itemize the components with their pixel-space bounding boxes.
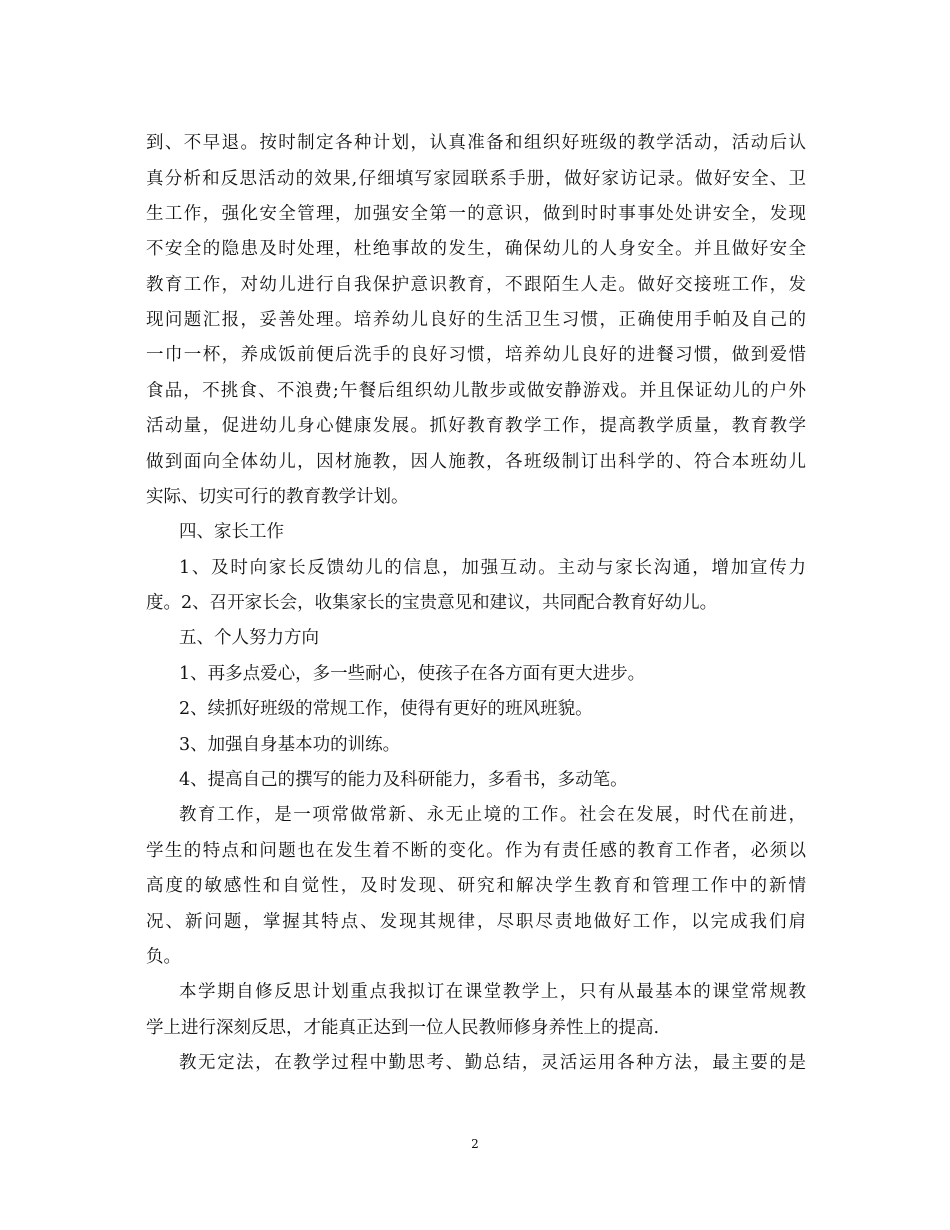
text-line: 学生的特点和问题也在发生着不断的变化。作为有责任感的教育工作者，必须以 [146,841,806,861]
text-line: 真分析和反思活动的效果,仔细填写家园联系手册，做好家访记录。做好安全、卫 [146,169,806,189]
text-line: 一巾一杯，养成饭前便后洗手的良好习惯，培养幼儿良好的进餐习惯，做到爱惜 [146,345,806,365]
section-heading: 四、家长工作 [179,522,284,542]
text-line: 学上进行深刻反思，才能真正达到一位人民教师修身养性上的提高. [146,1018,660,1038]
text-line: 实际、切实可行的教育教学计划。 [146,487,409,507]
list-item: 4、提高自己的撰写的能力及科研能力，多看书，多动笔。 [179,770,628,790]
text-line: 到、不早退。按时制定各种计划，认真准备和组织好班级的教学活动，活动后认 [146,133,806,153]
text-line: 做到面向全体幼儿，因材施教，因人施教，各班级制订出科学的、符合本班幼儿 [146,452,806,472]
list-item: 3、加强自身基本功的训练。 [179,735,401,755]
text-line: 1、及时向家长反馈幼儿的信息，加强互动。主动与家长沟通，增加宣传力 [179,558,806,578]
section-heading: 五、个人努力方向 [179,628,319,648]
text-line: 本学期自修反思计划重点我拟订在课堂教学上，只有从最基本的课堂常规教 [179,982,806,1002]
text-line: 现问题汇报，妥善处理。培养幼儿良好的生活卫生习惯，正确使用手帕及自己的 [146,310,806,330]
list-item: 1、再多点爱心，多一些耐心，使孩子在各方面有更大进步。 [179,664,646,684]
text-line: 生工作，强化安全管理，加强安全第一的意识，做到时时事事处处讲安全，发现 [146,204,806,224]
text-line: 教无定法，在教学过程中勤思考、勤总结，灵活运用各种方法，最主要的是 [179,1053,806,1073]
text-line: 负。 [146,947,181,967]
text-line: 度。2、召开家长会，收集家长的宝贵意见和建议，共同配合教育好幼儿。 [146,593,718,613]
text-line: 活动量，促进幼儿身心健康发展。抓好教育教学工作，提高教学质量，教育教学 [146,416,806,436]
text-line: 食品，不挑食、不浪费;午餐后组织幼儿散步或做安静游戏。并且保证幼儿的户外 [146,381,806,401]
text-line: 教育工作，对幼儿进行自我保护意识教育，不跟陌生人走。做好交接班工作，发 [146,275,806,295]
page-number: 2 [471,1137,479,1151]
text-line: 高度的敏感性和自觉性，及时发现、研究和解决学生教育和管理工作中的新情 [146,876,806,896]
text-line: 况、新问题，掌握其特点、发现其规律，尽职尽责地做好工作，以完成我们肩 [146,912,806,932]
text-line: 教育工作，是一项常做常新、永无止境的工作。社会在发展，时代在前进， [179,805,806,825]
list-item: 2、续抓好班级的常规工作，使得有更好的班风班貌。 [179,699,593,719]
text-line: 不安全的隐患及时处理，杜绝事故的发生，确保幼儿的人身安全。并且做好安全 [146,239,806,259]
